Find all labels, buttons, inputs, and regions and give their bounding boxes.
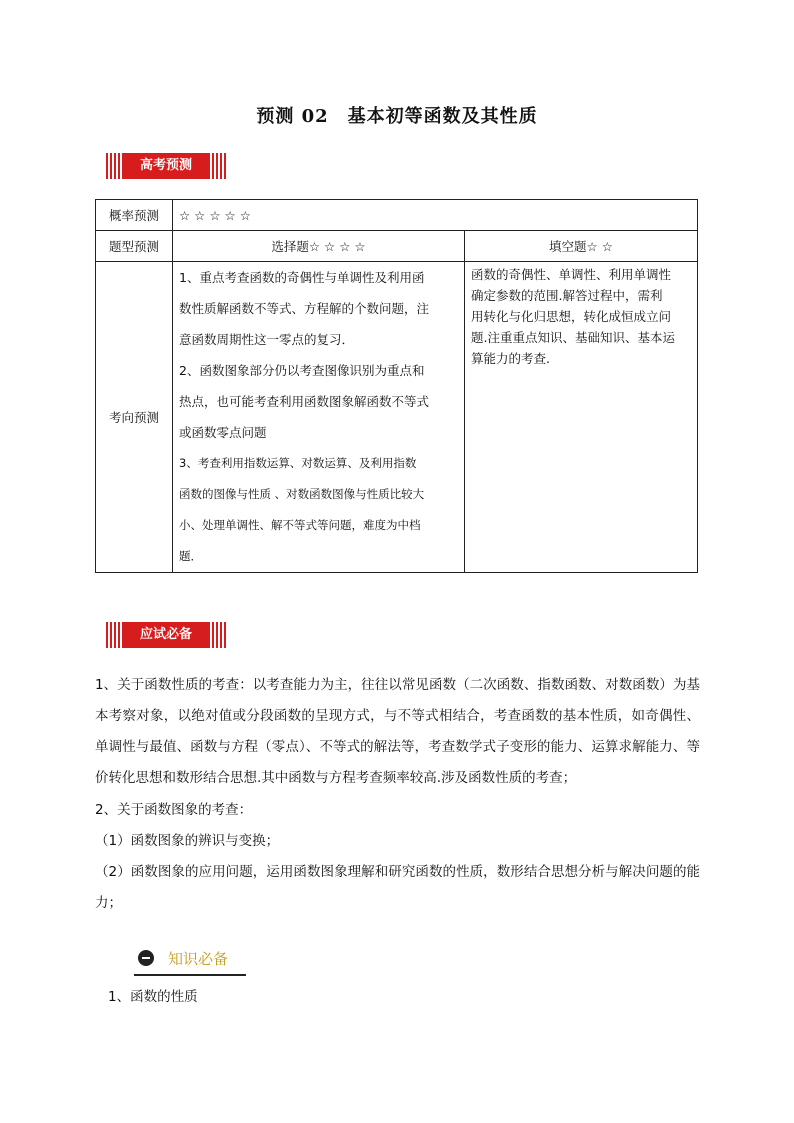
detail-line: 1、重点考查函数的奇偶性与单调性及利用函 [179, 270, 425, 285]
banner-yingshi-bibei [106, 622, 226, 648]
detail-line: 或函数零点问题 [179, 425, 267, 440]
choice-question-cell: 选择题☆ ☆ ☆ ☆ [173, 231, 465, 262]
choice-detail-cell [173, 262, 465, 573]
detail-line: 函数的图像与性质 、对数函数图像与性质比较大 [179, 487, 425, 501]
knowledge-heading [134, 944, 246, 976]
page-title: 预测 02 基本初等函数及其性质 [256, 106, 538, 127]
banner-stripes-right [212, 622, 226, 648]
detail-line: 用转化与化归思想，转化成恒成立问 [471, 309, 672, 324]
detail-line: 函数的奇偶性、单调性、利用单调性 [471, 267, 672, 282]
minus-circle-icon [138, 950, 154, 966]
detail-line: 2、函数图象部分仍以考查图像识别为重点和 [179, 363, 425, 378]
probability-stars: ☆ ☆ ☆ ☆ ☆ [173, 200, 698, 231]
detail-line: 3、考查利用指数运算、对数运算、及利用指数 [179, 456, 417, 470]
banner-label: 应试必备 [122, 622, 210, 648]
paragraph: （2）函数图象的应用问题，运用函数图象理解和研究函数的性质，数形结合思想分析与解决问题的能力； [95, 864, 700, 911]
paragraph: 1、关于函数性质的考查：以考查能力为主，往往以常见函数（二次函数、指数函数、对数函数）为基本考察对象，以绝对值或分段函数的呈现方式，与不等式相结合，考查函数的基本性质，如奇偶性、单调性与最值、函数与方程（零点）、不等式的解法等，考查数学式子变形的能力、运算求解能力、等价转化思想和数形结合思想.其中函数与方程考查频率较高.涉及函数性质的考查； [95, 677, 700, 786]
table-row [96, 200, 698, 231]
detail-line: 算能力的考查. [471, 351, 550, 366]
prediction-table [95, 199, 698, 573]
paragraph: 2、关于函数图象的考查： [95, 802, 253, 818]
row-label: 考向预测 [96, 262, 173, 573]
banner-stripes-left [106, 153, 120, 179]
row-label: 题型预测 [96, 231, 173, 262]
banner-label: 高考预测 [122, 153, 210, 179]
detail-line: 题.注重重点知识、基础知识、基本运 [471, 330, 675, 345]
subsection-heading: 1、函数的性质 [108, 989, 198, 1005]
detail-line: 热点，也可能考查利用函数图象解函数不等式 [179, 394, 430, 409]
fill-blank-cell: 填空题☆ ☆ [465, 231, 698, 262]
table-row [96, 231, 698, 262]
detail-line: 小、处理单调性、解不等式等问题，难度为中档 [179, 518, 421, 532]
table-row [96, 262, 698, 573]
paragraph: （1）函数图象的辨识与变换； [95, 833, 280, 849]
detail-line: 意函数周期性这一零点的复习． [179, 332, 355, 347]
row-label: 概率预测 [96, 200, 173, 231]
detail-line: 数性质解函数不等式、方程解的个数问题，注 [179, 301, 430, 316]
banner-stripes-left [106, 622, 120, 648]
fill-detail-cell [465, 262, 698, 573]
detail-line: 确定参数的范围.解答过程中，需利 [471, 288, 663, 303]
detail-line: 题． [179, 549, 202, 563]
banner-stripes-right [212, 153, 226, 179]
banner-gaokao-yuce [106, 153, 226, 179]
knowledge-heading-text: 知识必备 [168, 950, 229, 968]
